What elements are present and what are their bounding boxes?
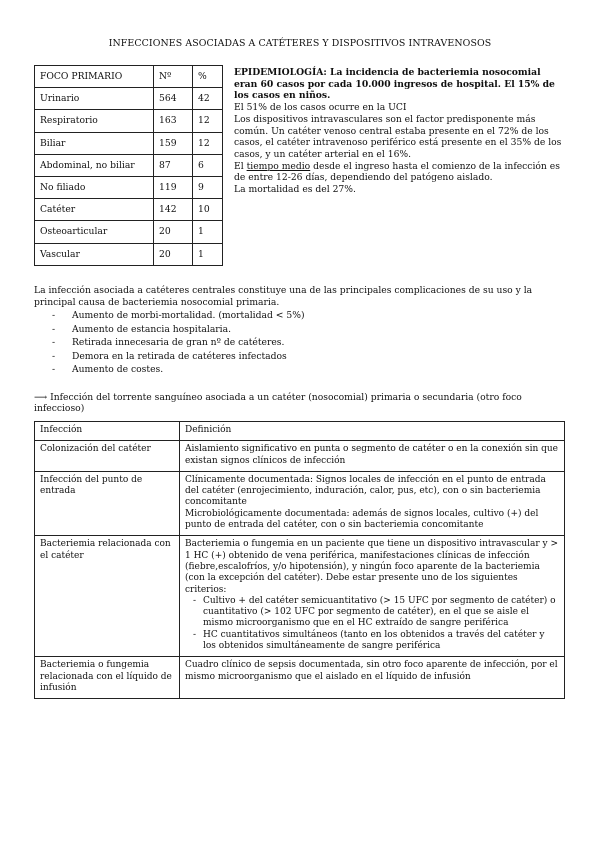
epi-uci: El 51% de los casos ocurre en la UCI [234,102,407,114]
header-definicion: Definición [180,422,565,441]
table-row [35,536,565,657]
count-cell: 142 [154,199,193,221]
foco-cell: Biliar [35,132,154,154]
row-name: Colonización del catéter [35,441,180,472]
percent-cell: 12 [193,110,223,132]
percent-cell: 1 [193,243,223,265]
row-name: Infección del punto de entrada [35,471,180,535]
foco-cell: Abdominal, no biliar [35,154,154,176]
count-cell: 163 [154,110,193,132]
foco-cell: Vascular [35,243,154,265]
row-definition: Cuadro clínico de sepsis documentada, sin otro foco aparente de infección, por el mismo microorganismo que el aislado en el líquido de infusión [180,657,565,699]
epi-tiempo-medio: El tiempo medio desde el ingreso hasta el comienzo de la infección es de entre 12-26 días, dependiendo del patógeno aislado. [234,160,560,184]
intro-paragraph: La infección asociada a catéteres centrales constituye una de las principales complicaciones de su uso y la principal causa de bacteriemia nosocomial primaria. [34,285,533,308]
count-cell: 20 [154,243,193,265]
count-cell: 564 [154,88,193,110]
row-name: Bacteriemia o fungemia relacionada con el líquido de infusión [35,657,180,699]
definitions-table [34,421,565,699]
table-row [35,132,223,154]
page-title: INFECCIONES ASOCIADAS A CATÉTERES Y DISPOSITIVOS INTRAVENOSOS [108,38,492,49]
percent-cell: 9 [193,176,223,198]
list-item: - Aumento de morbi-mortalidad. (mortalidad < 5%) [34,309,564,323]
table-row [35,88,223,110]
list-item: - Aumento de estancia hospitalaria. [34,323,564,337]
criterios-list [185,596,559,652]
list-item: - Demora en la retirada de catéteres infectados [34,350,564,364]
count-cell: 119 [154,176,193,198]
percent-cell: 10 [193,199,223,221]
percent-cell: 42 [193,88,223,110]
complications-list [34,309,564,377]
table-row [35,154,223,176]
list-item: - HC cuantitativos simultáneos (tanto en los obtenidos a través del catéter y los obtenidos simultáneamente de sangre periférica [191,630,559,653]
table-row [35,199,223,221]
row-definition: Clínicamente documentada: Signos locales de infección en el punto de entrada del catéter (enrojecimiento, induración, calor, pus, etc), con o sin bacteriemia concomitante Microbiológicamente documentada: además de signos locales, cultivo (+) del punto de entrada del catéter, con o sin bacteriemia concomitante [180,471,565,535]
epi-dispositivos: Los dispositivos intravasculares son el factor predisponente más común. Un catéter venoso central estaba presente en el 72% de los casos, el catéter intravenoso periférico está presente en el 35% de los casos, y un catéter arterial en el 16%. [234,113,562,160]
epidemiologia-section [234,67,564,196]
foco-cell: No filiado [35,176,154,198]
count-cell: 87 [154,154,193,176]
percent-cell: 6 [193,154,223,176]
foco-cell: Urinario [35,88,154,110]
count-cell: 159 [154,132,193,154]
table-row [35,176,223,198]
arrow-definition-line: ⟶ Infección del torrente sanguíneo asociada a un catéter (nosocomial) primaria o secundaria (otro foco infeccioso) [34,392,522,414]
list-item: - Cultivo + del catéter semicuantitativo (> 15 UFC por segmento de catéter) o cuantitativo (> 102 UFC por segmento de catéter), en el que se aisle el mismo microorganismo que en el HC extraído de sangre periférica [191,596,559,630]
list-item: - Retirada innecesaria de gran nº de catéteres. [34,336,564,350]
table-header-row [35,66,223,88]
count-cell: 20 [154,221,193,243]
list-item: - Aumento de costes. [34,363,564,377]
header-infeccion: Infección [35,422,180,441]
table-row [35,471,565,535]
row-name: Bacteriemia relacionada con el catéter [35,536,180,657]
table-header-row [35,422,565,441]
epi-label: EPIDEMIOLOGÍA: [234,67,327,78]
foco-cell: FOCO PRIMARIO [35,66,154,88]
epi-mortalidad: La mortalidad es del 27%. [234,184,356,196]
table-row [35,221,223,243]
percent-cell: % [193,66,223,88]
table-row [35,441,565,472]
percent-cell: 12 [193,132,223,154]
percent-cell: 1 [193,221,223,243]
count-cell: Nº [154,66,193,88]
foco-primario-table [34,65,223,266]
foco-cell: Respiratorio [35,110,154,132]
intro-section [34,285,564,377]
table-row [35,657,565,699]
table-row [35,243,223,265]
epi-incidence: EPIDEMIOLOGÍA: La incidencia de bacteriemia nosocomial eran 60 casos por cada 10.000 ingresos de hospital. El 15% de los casos en niños. [234,67,555,102]
foco-cell: Osteoarticular [35,221,154,243]
row-definition: Aislamiento significativo en punta o segmento de catéter o en la conexión sin que existan signos clínicos de infección [180,441,565,472]
row-definition: Bacteriemia o fungemia en un paciente que tiene un dispositivo intravascular y > 1 HC (+) obtenido de vena periférica, manifestaciones clínicas de infección (fiebre,escalofríos, y/o hipotensión), y ningún foco aparente de la bacteriemia (con la excepción del catéter). Debe estar presente uno de los siguientes criterios: - Cultivo + del catéter semicuantitativo (> 15 UFC por segmento de catéter) o cuantitativo (> 102 UFC por segmento de catéter), en el que se aisle el mismo microorganismo que en el HC extraído de sangre periférica - HC cuantitativos simultáneos (tanto en los obtenidos a través del catéter y los obtenidos simultáneamente de sangre periférica [180,536,565,657]
table-row [35,110,223,132]
foco-cell: Catéter [35,199,154,221]
